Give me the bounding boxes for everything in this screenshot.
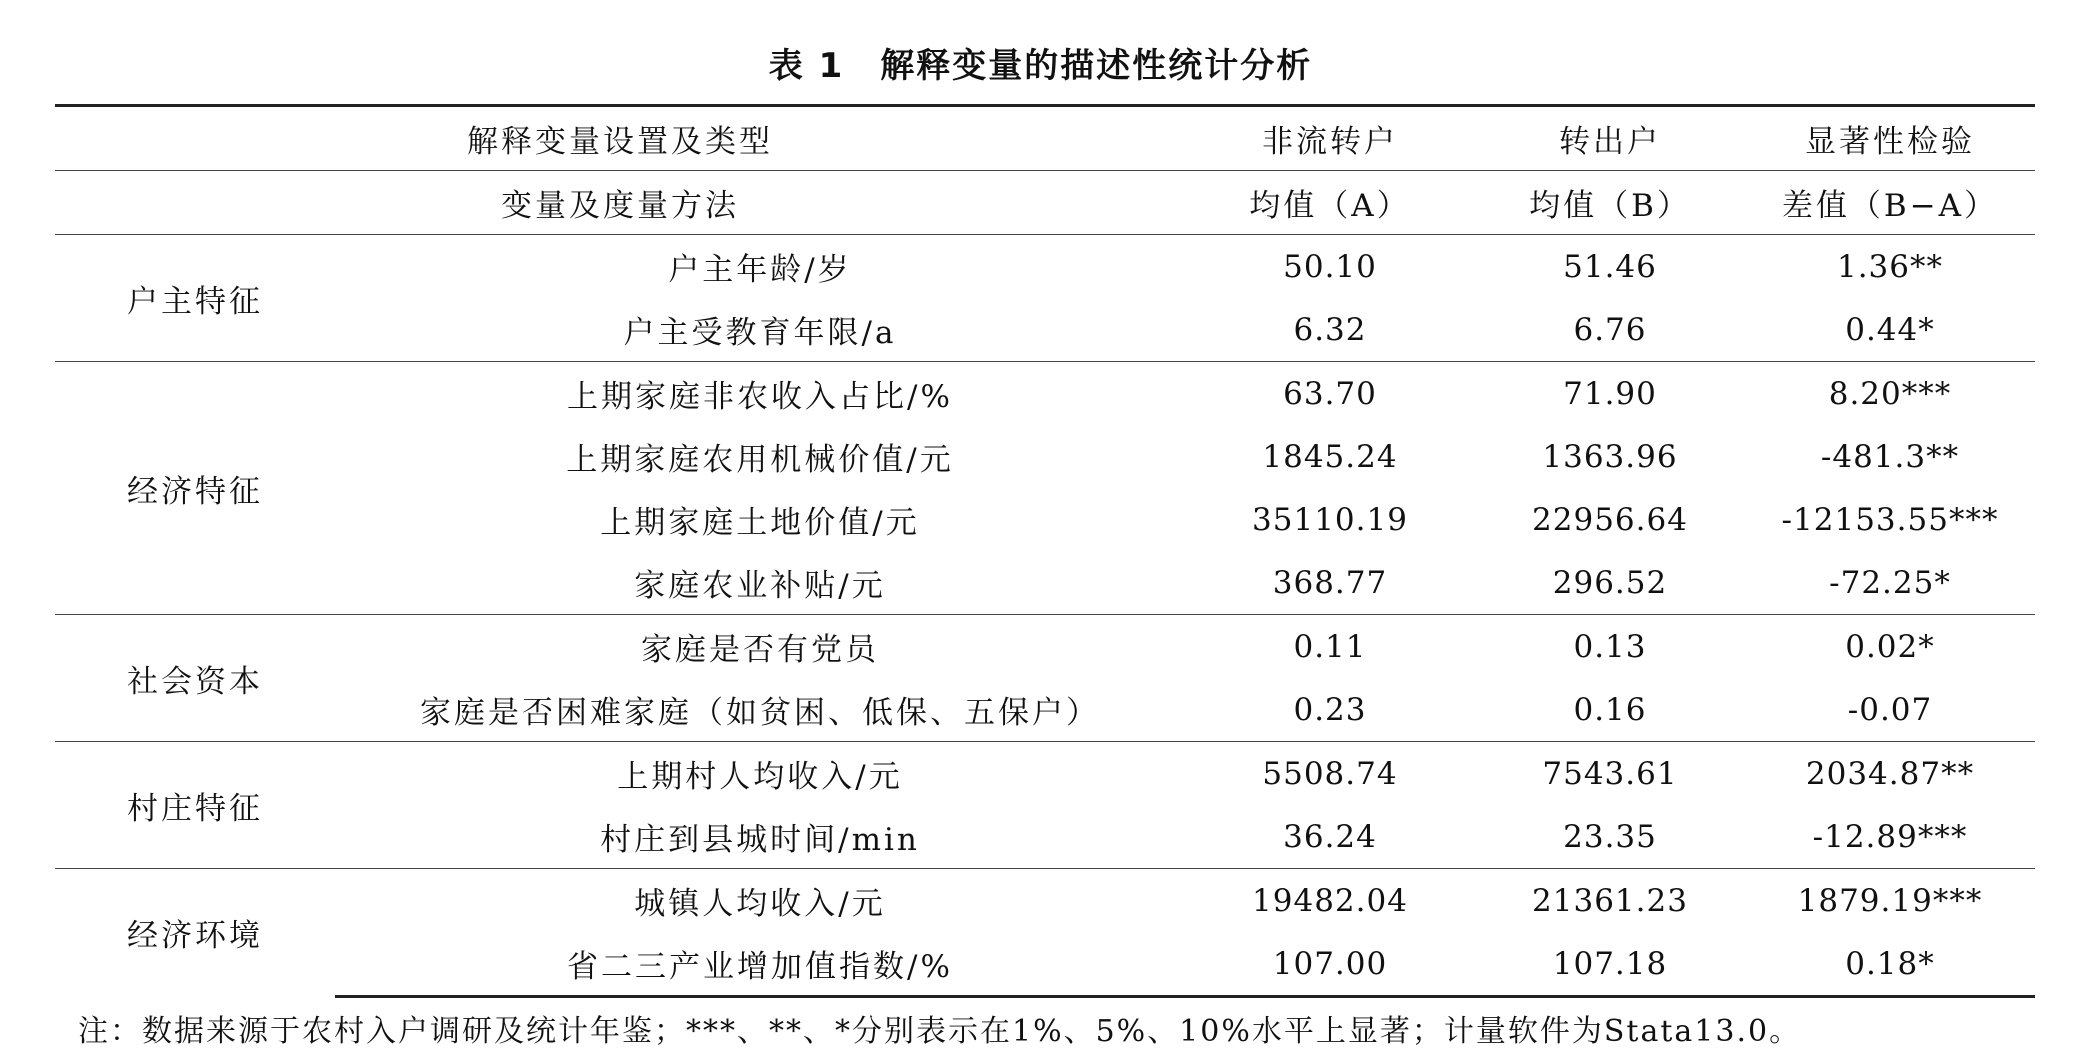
diff-cell: 2034.87** <box>1745 742 2035 806</box>
diff-cell: -12.89*** <box>1812 818 1968 855</box>
header-significance: 显著性检验 <box>1745 106 2035 171</box>
table-row <box>55 869 2035 933</box>
mean-a-cell: 1845.24 <box>1262 438 1398 475</box>
table-note: 注：数据来源于农村入户调研及统计年鉴；***、**、*分别表示在1%、5%、10%水平上显著；计量软件为Stata13.0。 <box>78 1014 1802 1049</box>
variable-cell: 家庭是否有党员 <box>335 615 1185 679</box>
group-label: 村庄特征 <box>55 742 335 869</box>
table-row <box>55 425 2035 488</box>
diff-cell: -481.3** <box>1820 438 1960 475</box>
mean-a-cell: 19482.04 <box>1185 869 1475 933</box>
group-label: 经济环境 <box>55 869 335 997</box>
group-label: 经济特征 <box>55 362 335 615</box>
mean-a-cell: 35110.19 <box>1252 501 1408 538</box>
diff-cell: 8.20*** <box>1745 362 2035 426</box>
mean-a-cell: 0.11 <box>1185 615 1475 679</box>
header-row-2 <box>55 171 2035 235</box>
header-transfer-out: 转出户 <box>1475 106 1745 171</box>
table-row <box>55 742 2035 806</box>
diff-cell: -12153.55*** <box>1781 501 1999 538</box>
mean-b-cell: 21361.23 <box>1475 869 1745 933</box>
table-row <box>55 932 2035 997</box>
variable-cell: 家庭农业补贴/元 <box>634 568 886 604</box>
table-row <box>55 298 2035 362</box>
mean-b-cell: 22956.64 <box>1532 501 1688 538</box>
mean-a-cell: 5508.74 <box>1185 742 1475 806</box>
header-mean-b: 均值（B） <box>1475 171 1745 235</box>
variable-cell: 村庄到县城时间/min <box>600 822 920 858</box>
variable-cell: 户主年龄/岁 <box>668 252 852 288</box>
variable-cell: 上期村人均收入/元 <box>335 742 1185 806</box>
header-row-1 <box>55 106 2035 171</box>
group-label: 社会资本 <box>55 615 335 742</box>
header-measure: 变量及度量方法 <box>55 171 1185 235</box>
diff-cell: 1.36** <box>1836 248 1944 285</box>
diff-cell: 0.44* <box>1845 311 1935 348</box>
table-row <box>55 805 2035 869</box>
variable-cell: 家庭是否困难家庭（如贫困、低保、五保户） <box>420 695 1100 731</box>
diff-cell: 1879.19*** <box>1745 869 2035 933</box>
header-non-transfer: 非流转户 <box>1185 106 1475 171</box>
header-mean-a: 均值（A） <box>1185 171 1475 235</box>
mean-b-cell: 51.46 <box>1563 248 1657 285</box>
table-row <box>55 362 2035 426</box>
variable-cell: 城镇人均收入/元 <box>335 869 1185 933</box>
header-variable-type: 解释变量设置及类型 <box>55 106 1185 171</box>
header-diff: 差值（B−A） <box>1745 171 2035 235</box>
stats-table <box>55 104 2035 998</box>
mean-b-cell: 23.35 <box>1563 818 1657 855</box>
variable-cell: 省二三产业增加值指数/% <box>335 932 1185 997</box>
table-row <box>55 615 2035 679</box>
diff-cell: -0.07 <box>1847 691 1933 728</box>
table-row <box>55 488 2035 551</box>
mean-b-cell: 71.90 <box>1475 362 1745 426</box>
diff-cell: 0.02* <box>1745 615 2035 679</box>
mean-a-cell: 50.10 <box>1283 248 1377 285</box>
variable-cell: 上期家庭非农收入占比/% <box>335 362 1185 426</box>
variable-cell: 上期家庭土地价值/元 <box>600 505 920 541</box>
mean-a-cell: 6.32 <box>1293 311 1367 348</box>
mean-b-cell: 1363.96 <box>1542 438 1678 475</box>
mean-a-cell: 36.24 <box>1283 818 1377 855</box>
table-title: 表 1 解释变量的描述性统计分析 <box>768 46 1313 86</box>
mean-b-cell: 7543.61 <box>1475 742 1745 806</box>
mean-b-cell: 0.13 <box>1475 615 1745 679</box>
mean-a-cell: 0.23 <box>1293 691 1367 728</box>
table-row <box>55 235 2035 299</box>
mean-b-cell: 296.52 <box>1552 564 1668 601</box>
mean-b-cell: 0.16 <box>1573 691 1647 728</box>
mean-a-cell: 368.77 <box>1272 564 1388 601</box>
group-label: 户主特征 <box>127 283 263 320</box>
table-row <box>55 678 2035 742</box>
mean-a-cell: 63.70 <box>1185 362 1475 426</box>
diff-cell: -72.25* <box>1829 564 1951 601</box>
variable-cell: 上期家庭农用机械价值/元 <box>566 442 954 478</box>
variable-cell: 户主受教育年限/a <box>623 315 897 351</box>
table-row <box>55 551 2035 615</box>
mean-b-cell: 6.76 <box>1573 311 1647 348</box>
diff-cell: 0.18* <box>1745 932 2035 997</box>
mean-b-cell: 107.18 <box>1475 932 1745 997</box>
mean-a-cell: 107.00 <box>1185 932 1475 997</box>
